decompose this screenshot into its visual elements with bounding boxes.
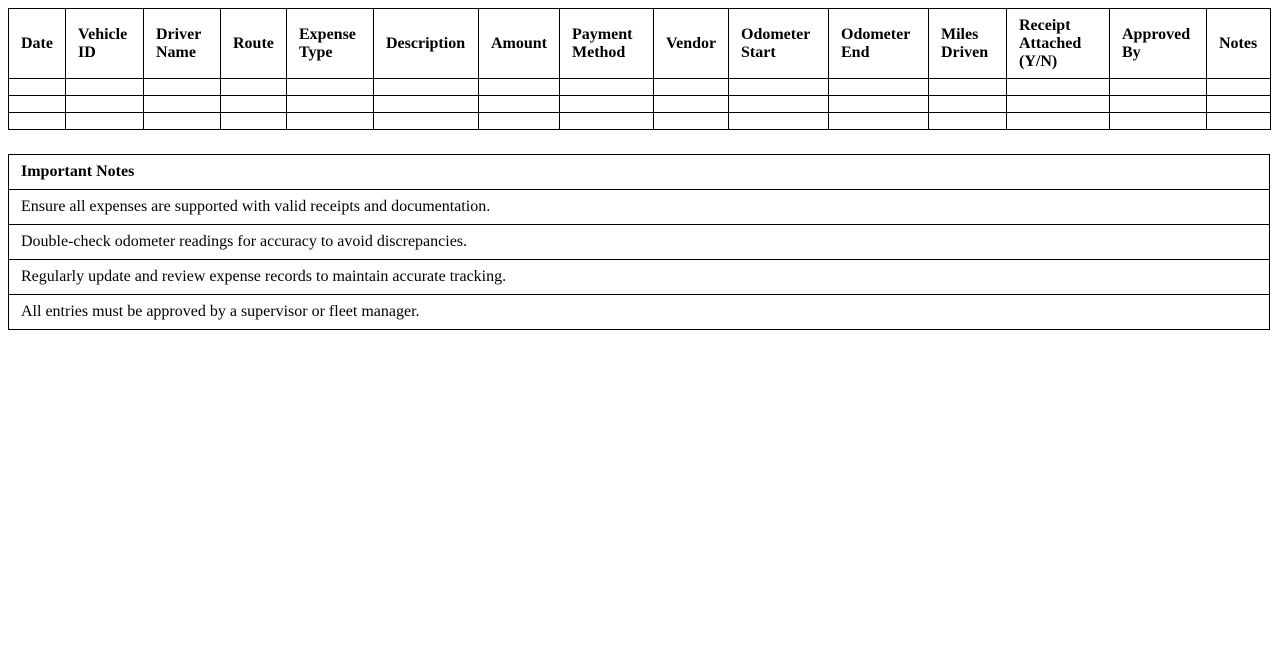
table-cell[interactable] bbox=[221, 113, 287, 130]
note-row bbox=[9, 260, 1270, 295]
table-cell[interactable] bbox=[1110, 113, 1207, 130]
table-cell[interactable] bbox=[929, 113, 1007, 130]
table-cell[interactable] bbox=[929, 79, 1007, 96]
notes-title-row bbox=[9, 155, 1270, 190]
table-cell[interactable] bbox=[221, 96, 287, 113]
table-cell[interactable] bbox=[479, 113, 560, 130]
table-cell[interactable] bbox=[1007, 113, 1110, 130]
column-header-vehicle-id: Vehicle ID bbox=[66, 9, 144, 79]
table-cell[interactable] bbox=[1207, 79, 1271, 96]
note-item: Double-check odometer readings for accuracy to avoid discrepancies. bbox=[9, 225, 1270, 260]
table-cell[interactable] bbox=[66, 113, 144, 130]
table-cell[interactable] bbox=[1110, 79, 1207, 96]
notes-title: Important Notes bbox=[9, 155, 1270, 190]
column-header-date: Date bbox=[9, 9, 66, 79]
column-header-miles-driven: Miles Driven bbox=[929, 9, 1007, 79]
table-cell[interactable] bbox=[829, 79, 929, 96]
table-cell[interactable] bbox=[729, 79, 829, 96]
table-cell[interactable] bbox=[221, 79, 287, 96]
table-cell[interactable] bbox=[560, 96, 654, 113]
column-header-odometer-end: Odometer End bbox=[829, 9, 929, 79]
column-header-payment-method: Payment Method bbox=[560, 9, 654, 79]
table-cell[interactable] bbox=[829, 113, 929, 130]
table-cell[interactable] bbox=[144, 96, 221, 113]
column-header-amount: Amount bbox=[479, 9, 560, 79]
note-row bbox=[9, 295, 1270, 330]
table-cell[interactable] bbox=[9, 79, 66, 96]
table-cell[interactable] bbox=[144, 113, 221, 130]
expense-table-body bbox=[9, 79, 1271, 130]
table-cell[interactable] bbox=[829, 96, 929, 113]
note-row bbox=[9, 225, 1270, 260]
table-cell[interactable] bbox=[654, 96, 729, 113]
column-header-route: Route bbox=[221, 9, 287, 79]
table-cell[interactable] bbox=[66, 79, 144, 96]
column-header-description: Description bbox=[374, 9, 479, 79]
table-cell[interactable] bbox=[929, 96, 1007, 113]
table-cell[interactable] bbox=[1110, 96, 1207, 113]
table-cell[interactable] bbox=[1007, 79, 1110, 96]
column-header-vendor: Vendor bbox=[654, 9, 729, 79]
table-cell[interactable] bbox=[9, 113, 66, 130]
table-cell[interactable] bbox=[479, 79, 560, 96]
column-header-approved-by: Approved By bbox=[1110, 9, 1207, 79]
table-cell[interactable] bbox=[1207, 96, 1271, 113]
table-row bbox=[9, 79, 1271, 96]
column-header-receipt-attached: Receipt Attached (Y/N) bbox=[1007, 9, 1110, 79]
note-row bbox=[9, 190, 1270, 225]
table-cell[interactable] bbox=[287, 113, 374, 130]
header-row bbox=[9, 9, 1271, 79]
table-cell[interactable] bbox=[9, 96, 66, 113]
table-cell[interactable] bbox=[654, 113, 729, 130]
table-cell[interactable] bbox=[729, 96, 829, 113]
table-cell[interactable] bbox=[560, 113, 654, 130]
document bbox=[8, 8, 1270, 330]
table-cell[interactable] bbox=[479, 96, 560, 113]
table-cell[interactable] bbox=[1007, 96, 1110, 113]
table-cell[interactable] bbox=[287, 96, 374, 113]
note-item: Regularly update and review expense records to maintain accurate tracking. bbox=[9, 260, 1270, 295]
table-cell[interactable] bbox=[374, 96, 479, 113]
table-cell[interactable] bbox=[654, 79, 729, 96]
table-cell[interactable] bbox=[144, 79, 221, 96]
column-header-notes: Notes bbox=[1207, 9, 1271, 79]
table-cell[interactable] bbox=[66, 96, 144, 113]
column-header-driver-name: Driver Name bbox=[144, 9, 221, 79]
column-header-odometer-start: Odometer Start bbox=[729, 9, 829, 79]
table-cell[interactable] bbox=[374, 79, 479, 96]
table-cell[interactable] bbox=[1207, 113, 1271, 130]
table-cell[interactable] bbox=[729, 113, 829, 130]
expense-table bbox=[8, 8, 1271, 130]
table-row bbox=[9, 113, 1271, 130]
table-cell[interactable] bbox=[287, 79, 374, 96]
table-row bbox=[9, 96, 1271, 113]
note-item: Ensure all expenses are supported with valid receipts and documentation. bbox=[9, 190, 1270, 225]
note-item: All entries must be approved by a supervisor or fleet manager. bbox=[9, 295, 1270, 330]
important-notes-table bbox=[8, 154, 1270, 330]
table-cell[interactable] bbox=[560, 79, 654, 96]
table-cell[interactable] bbox=[374, 113, 479, 130]
column-header-expense-type: Expense Type bbox=[287, 9, 374, 79]
